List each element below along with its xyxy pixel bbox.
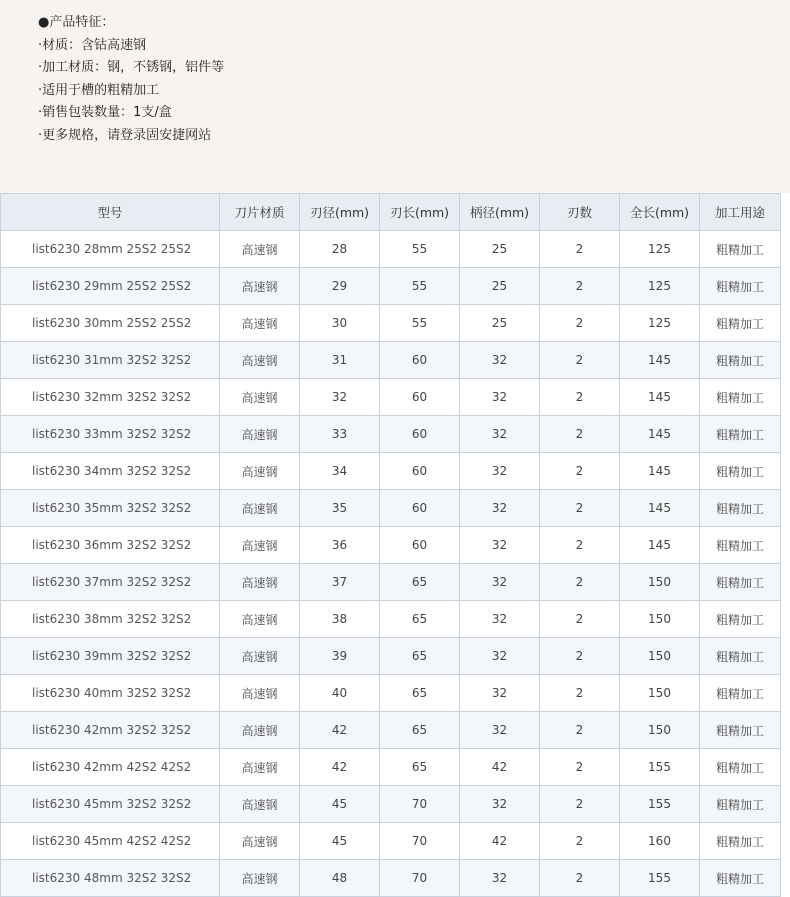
feature-application: ·适用于槽的粗精加工: [38, 82, 160, 98]
cell-application: 粗精加工: [700, 527, 781, 564]
cell-flutes: 2: [540, 564, 620, 601]
cell-blade-material: 高速钢: [220, 416, 300, 453]
table-row: [1, 268, 781, 305]
cell-overall-length: 145: [620, 342, 700, 379]
cell-blade-material: 高速钢: [220, 749, 300, 786]
table-row: [1, 749, 781, 786]
table-row: [1, 453, 781, 490]
cell-cutting-diameter: 30: [300, 305, 380, 342]
cell-model: list6230 30mm 25S2 25S2: [1, 305, 220, 342]
feature-work-material: ·加工材质：钢，不锈钢，铝件等: [38, 60, 225, 75]
cell-model: list6230 35mm 32S2 32S2: [1, 490, 220, 527]
cell-overall-length: 145: [620, 527, 700, 564]
cell-cutting-length: 60: [380, 342, 460, 379]
cell-overall-length: 155: [620, 786, 700, 823]
cell-shank-diameter: 32: [460, 342, 540, 379]
table-header-row: [1, 194, 781, 231]
features-heading: ●产品特征：: [38, 15, 115, 30]
header-model: 型号: [1, 194, 220, 231]
cell-overall-length: 150: [620, 712, 700, 749]
cell-flutes: 2: [540, 231, 620, 268]
header-cutting-diameter: 刃径(mm): [300, 194, 380, 231]
spec-table: [0, 193, 781, 897]
cell-model: list6230 45mm 32S2 32S2: [1, 786, 220, 823]
cell-model: list6230 31mm 32S2 32S2: [1, 342, 220, 379]
cell-shank-diameter: 32: [460, 675, 540, 712]
cell-application: 粗精加工: [700, 342, 781, 379]
table-row: [1, 342, 781, 379]
cell-application: 粗精加工: [700, 786, 781, 823]
cell-application: 粗精加工: [700, 712, 781, 749]
cell-shank-diameter: 32: [460, 416, 540, 453]
cell-overall-length: 150: [620, 675, 700, 712]
table-row: [1, 490, 781, 527]
cell-flutes: 2: [540, 638, 620, 675]
cell-shank-diameter: 32: [460, 638, 540, 675]
cell-blade-material: 高速钢: [220, 638, 300, 675]
cell-shank-diameter: 32: [460, 601, 540, 638]
cell-flutes: 2: [540, 342, 620, 379]
header-application: 加工用途: [700, 194, 781, 231]
feature-more-specs: ·更多规格，请登录固安捷网站: [38, 127, 212, 143]
cell-cutting-length: 65: [380, 638, 460, 675]
cell-flutes: 2: [540, 712, 620, 749]
header-blade-material: 刀片材质: [220, 194, 300, 231]
cell-cutting-length: 70: [380, 860, 460, 897]
cell-application: 粗精加工: [700, 675, 781, 712]
cell-overall-length: 125: [620, 231, 700, 268]
cell-cutting-length: 55: [380, 268, 460, 305]
cell-blade-material: 高速钢: [220, 786, 300, 823]
cell-model: list6230 29mm 25S2 25S2: [1, 268, 220, 305]
cell-blade-material: 高速钢: [220, 490, 300, 527]
cell-flutes: 2: [540, 379, 620, 416]
cell-shank-diameter: 32: [460, 712, 540, 749]
feature-package-qty: ·销售包装数量：1支/盒: [38, 105, 172, 120]
cell-blade-material: 高速钢: [220, 342, 300, 379]
cell-shank-diameter: 32: [460, 490, 540, 527]
table-row: [1, 601, 781, 638]
header-shank-diameter: 柄径(mm): [460, 194, 540, 231]
cell-model: list6230 33mm 32S2 32S2: [1, 416, 220, 453]
cell-application: 粗精加工: [700, 453, 781, 490]
cell-overall-length: 150: [620, 564, 700, 601]
cell-cutting-length: 65: [380, 712, 460, 749]
cell-flutes: 2: [540, 823, 620, 860]
cell-flutes: 2: [540, 268, 620, 305]
table-row: [1, 786, 781, 823]
cell-application: 粗精加工: [700, 416, 781, 453]
cell-shank-diameter: 42: [460, 823, 540, 860]
cell-application: 粗精加工: [700, 564, 781, 601]
cell-shank-diameter: 25: [460, 231, 540, 268]
cell-cutting-length: 65: [380, 675, 460, 712]
cell-flutes: 2: [540, 527, 620, 564]
cell-cutting-diameter: 36: [300, 527, 380, 564]
cell-blade-material: 高速钢: [220, 712, 300, 749]
cell-cutting-diameter: 29: [300, 268, 380, 305]
cell-application: 粗精加工: [700, 379, 781, 416]
table-row: [1, 638, 781, 675]
cell-cutting-length: 70: [380, 823, 460, 860]
cell-blade-material: 高速钢: [220, 527, 300, 564]
cell-model: list6230 40mm 32S2 32S2: [1, 675, 220, 712]
cell-overall-length: 125: [620, 268, 700, 305]
table-row: [1, 712, 781, 749]
cell-flutes: 2: [540, 860, 620, 897]
cell-shank-diameter: 32: [460, 786, 540, 823]
cell-blade-material: 高速钢: [220, 379, 300, 416]
cell-cutting-diameter: 31: [300, 342, 380, 379]
cell-model: list6230 28mm 25S2 25S2: [1, 231, 220, 268]
cell-overall-length: 145: [620, 490, 700, 527]
cell-model: list6230 34mm 32S2 32S2: [1, 453, 220, 490]
cell-blade-material: 高速钢: [220, 268, 300, 305]
cell-application: 粗精加工: [700, 268, 781, 305]
cell-cutting-diameter: 42: [300, 749, 380, 786]
cell-shank-diameter: 32: [460, 453, 540, 490]
cell-shank-diameter: 32: [460, 379, 540, 416]
cell-application: 粗精加工: [700, 823, 781, 860]
cell-cutting-length: 65: [380, 749, 460, 786]
cell-model: list6230 48mm 32S2 32S2: [1, 860, 220, 897]
cell-blade-material: 高速钢: [220, 564, 300, 601]
cell-model: list6230 36mm 32S2 32S2: [1, 527, 220, 564]
cell-model: list6230 42mm 32S2 32S2: [1, 712, 220, 749]
cell-cutting-length: 60: [380, 527, 460, 564]
cell-overall-length: 160: [620, 823, 700, 860]
cell-application: 粗精加工: [700, 305, 781, 342]
product-features: [0, 0, 790, 193]
table-row: [1, 675, 781, 712]
cell-model: list6230 42mm 42S2 42S2: [1, 749, 220, 786]
cell-flutes: 2: [540, 416, 620, 453]
cell-cutting-length: 60: [380, 453, 460, 490]
cell-blade-material: 高速钢: [220, 231, 300, 268]
cell-cutting-diameter: 32: [300, 379, 380, 416]
cell-cutting-diameter: 37: [300, 564, 380, 601]
cell-cutting-diameter: 40: [300, 675, 380, 712]
table-row: [1, 564, 781, 601]
header-cutting-length: 刃长(mm): [380, 194, 460, 231]
table-row: [1, 416, 781, 453]
cell-cutting-length: 60: [380, 379, 460, 416]
cell-cutting-diameter: 45: [300, 823, 380, 860]
cell-flutes: 2: [540, 305, 620, 342]
cell-shank-diameter: 32: [460, 860, 540, 897]
cell-cutting-length: 60: [380, 490, 460, 527]
cell-flutes: 2: [540, 453, 620, 490]
cell-application: 粗精加工: [700, 638, 781, 675]
table-row: [1, 527, 781, 564]
cell-cutting-length: 60: [380, 416, 460, 453]
cell-application: 粗精加工: [700, 749, 781, 786]
cell-blade-material: 高速钢: [220, 675, 300, 712]
cell-shank-diameter: 32: [460, 564, 540, 601]
cell-flutes: 2: [540, 601, 620, 638]
cell-cutting-length: 55: [380, 231, 460, 268]
cell-cutting-diameter: 33: [300, 416, 380, 453]
cell-application: 粗精加工: [700, 860, 781, 897]
table-row: [1, 379, 781, 416]
cell-shank-diameter: 25: [460, 305, 540, 342]
cell-blade-material: 高速钢: [220, 860, 300, 897]
header-overall-length: 全长(mm): [620, 194, 700, 231]
cell-cutting-diameter: 48: [300, 860, 380, 897]
cell-overall-length: 150: [620, 638, 700, 675]
cell-overall-length: 155: [620, 749, 700, 786]
cell-application: 粗精加工: [700, 601, 781, 638]
cell-cutting-diameter: 34: [300, 453, 380, 490]
cell-model: list6230 38mm 32S2 32S2: [1, 601, 220, 638]
cell-overall-length: 155: [620, 860, 700, 897]
cell-cutting-diameter: 28: [300, 231, 380, 268]
cell-blade-material: 高速钢: [220, 601, 300, 638]
feature-material: ·材质：含钴高速钢: [38, 37, 147, 53]
cell-cutting-length: 55: [380, 305, 460, 342]
header-flutes: 刃数: [540, 194, 620, 231]
cell-model: list6230 39mm 32S2 32S2: [1, 638, 220, 675]
cell-flutes: 2: [540, 786, 620, 823]
cell-model: list6230 32mm 32S2 32S2: [1, 379, 220, 416]
cell-overall-length: 150: [620, 601, 700, 638]
cell-blade-material: 高速钢: [220, 823, 300, 860]
cell-flutes: 2: [540, 675, 620, 712]
cell-application: 粗精加工: [700, 490, 781, 527]
table-row: [1, 231, 781, 268]
cell-shank-diameter: 42: [460, 749, 540, 786]
cell-model: list6230 45mm 42S2 42S2: [1, 823, 220, 860]
cell-flutes: 2: [540, 749, 620, 786]
cell-application: 粗精加工: [700, 231, 781, 268]
cell-cutting-length: 65: [380, 564, 460, 601]
cell-cutting-length: 70: [380, 786, 460, 823]
cell-overall-length: 145: [620, 379, 700, 416]
table-row: [1, 305, 781, 342]
cell-cutting-diameter: 35: [300, 490, 380, 527]
cell-cutting-diameter: 45: [300, 786, 380, 823]
cell-overall-length: 145: [620, 453, 700, 490]
cell-blade-material: 高速钢: [220, 453, 300, 490]
cell-cutting-diameter: 38: [300, 601, 380, 638]
cell-overall-length: 125: [620, 305, 700, 342]
cell-shank-diameter: 25: [460, 268, 540, 305]
cell-cutting-diameter: 42: [300, 712, 380, 749]
cell-flutes: 2: [540, 490, 620, 527]
table-row: [1, 823, 781, 860]
cell-cutting-diameter: 39: [300, 638, 380, 675]
cell-blade-material: 高速钢: [220, 305, 300, 342]
table-row: [1, 860, 781, 897]
cell-overall-length: 145: [620, 416, 700, 453]
cell-shank-diameter: 32: [460, 527, 540, 564]
cell-model: list6230 37mm 32S2 32S2: [1, 564, 220, 601]
cell-cutting-length: 65: [380, 601, 460, 638]
